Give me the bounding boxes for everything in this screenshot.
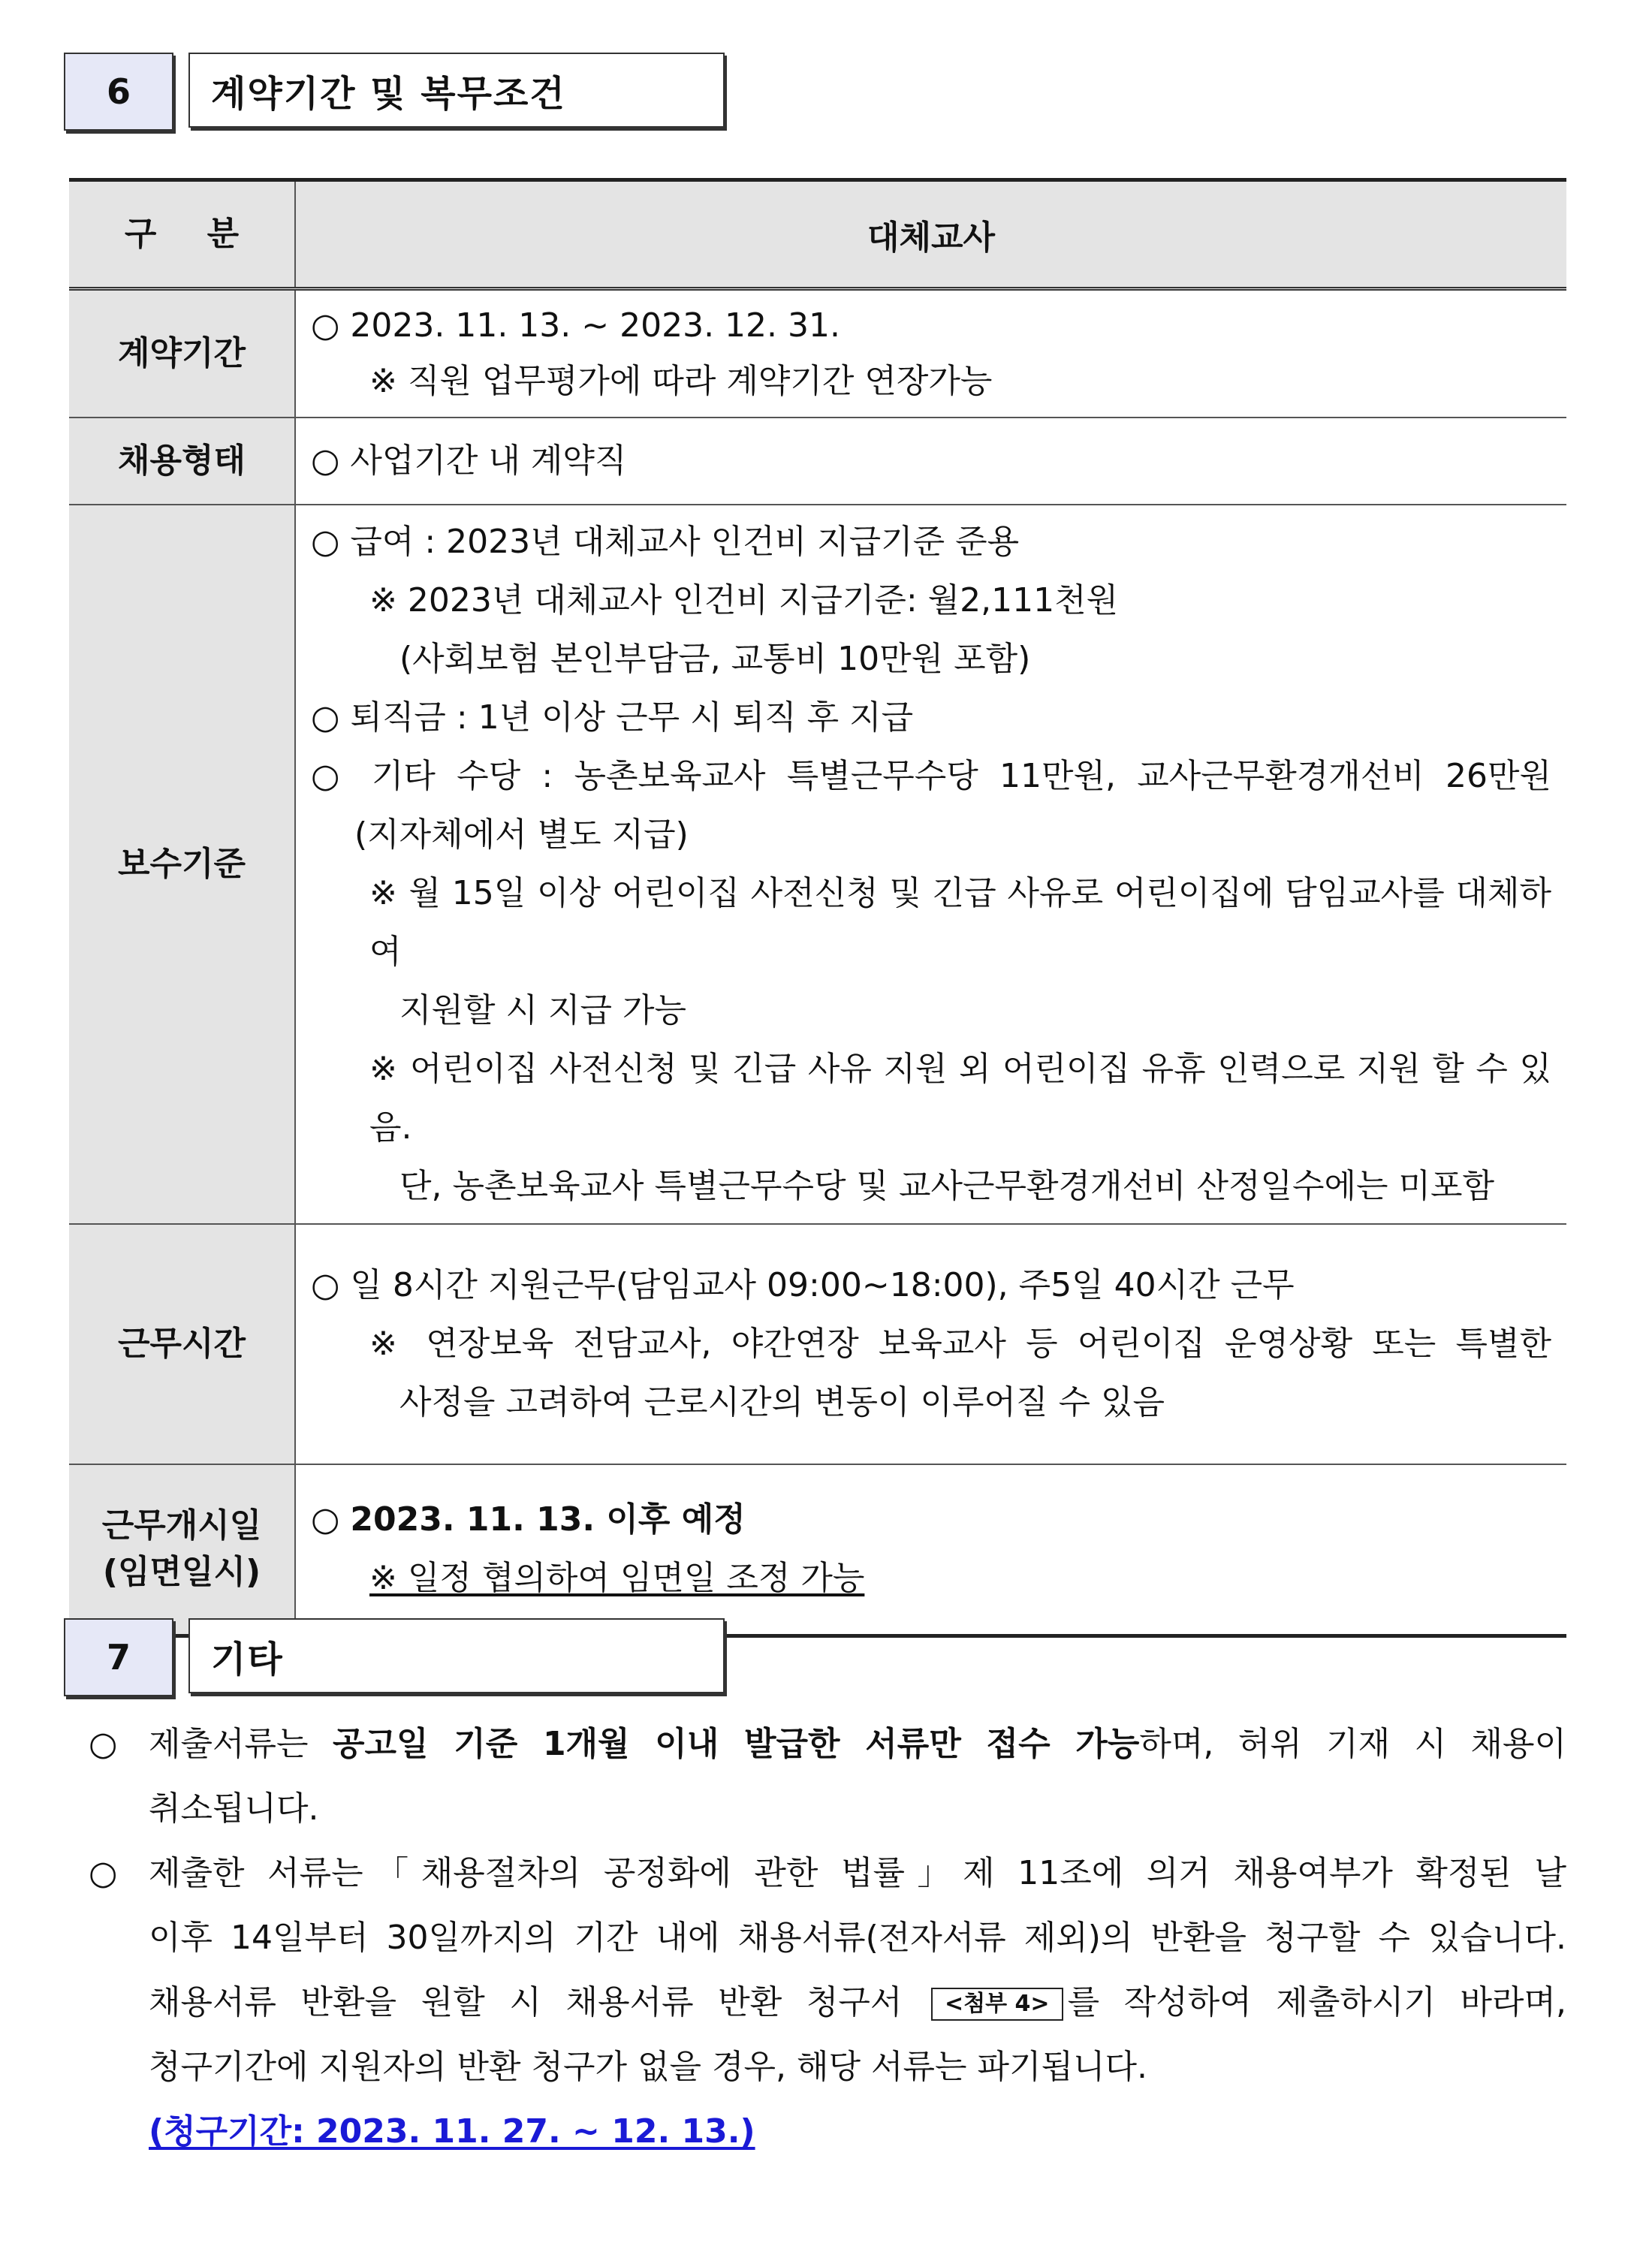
contract-period-dates: ○ 2023. 11. 13. ~ 2023. 12. 31. <box>311 306 840 345</box>
label-appointment-date: (임면일시) <box>102 1553 261 1592</box>
section-number: 6 <box>64 53 173 131</box>
conditions-table <box>69 178 1566 1638</box>
start-date-value: 2023. 11. 13. 이후 예정 <box>350 1500 746 1539</box>
section-title: 계약기간 및 복무조건 <box>188 53 725 128</box>
section-7-body <box>89 1712 1566 2164</box>
section-title: 기타 <box>188 1618 725 1693</box>
claim-period: (청구기간: 2023. 11. 27. ~ 12. 13.) <box>149 2112 755 2151</box>
work-hours-value: ○ 일 8시간 지원근무(담임교사 09:00~18:00), 주5일 40시간 근무 <box>311 1266 1295 1304</box>
row-employment-type <box>69 418 1566 505</box>
pay-allowance-detail: (지자체에서 별도 지급) <box>354 815 689 854</box>
attachment-4-label: <첨부 4> <box>931 1988 1063 2021</box>
section-number: 7 <box>64 1618 173 1696</box>
paragraph-return: ○ 제출한 서류는「채용절차의 공정화에 관한 법률」제 11조에 의거 채용여부가 확정된 날 이후 14일부터 30일까지의 기간 내에 채용서류(전자서류 제외)의 반환을 청구할 수 있습니다. 채용서류 반환을 원할 시 채용서류 반환 청구서 <첨부 4> 를 작성하여 제출하시기 바라며, 청구기간에 지원자의 반환 청구가 없을 경우, 해당 서류는 파기됩니다. (청구기간: 2023. 11. 27. ~ 12. 13.) <box>89 1841 1566 2164</box>
contract-extension-note: ※ 직원 업무평가에 따라 계약기간 연장가능 <box>369 362 993 400</box>
pay-allowance-note-1: ※ 월 15일 이상 어린이집 사전신청 및 긴급 사유로 어린이집에 담임교사를 대체하여 <box>369 874 1551 971</box>
label-work-hours: 근무시간 <box>69 1224 295 1464</box>
pay-severance: ○ 퇴직금 : 1년 이상 근무 시 퇴직 후 지급 <box>311 698 914 737</box>
start-date-note: ※ 일정 협의하여 임면일 조정 가능 <box>369 1559 865 1598</box>
row-contract-period <box>69 289 1566 418</box>
pay-allowance-note-2b: 단, 농촌보육교사 특별근무수당 및 교사근무환경개선비 산정일수에는 미포함 <box>399 1167 1495 1205</box>
label-contract-period: 계약기간 <box>69 289 295 418</box>
label-employment-type: 채용형태 <box>69 418 295 505</box>
work-hours-note: ※ 연장보육 전담교사, 야간연장 보육교사 등 어린이집 운영상황 또는 특별한 <box>369 1325 1551 1363</box>
pay-allowance-note-2: ※ 어린이집 사전신청 및 긴급 사유 지원 외 어린이집 유휴 인력으로 지원 할 수 있음. <box>369 1050 1551 1147</box>
row-work-hours <box>69 1224 1566 1464</box>
label-start-date: 근무개시일 <box>101 1506 262 1545</box>
pay-allowance-note-1b: 지원할 시 지급 가능 <box>399 991 686 1030</box>
table-header-row <box>69 180 1566 289</box>
bullet-circle: ○ <box>89 1854 118 1892</box>
row-start-date <box>69 1464 1566 1635</box>
bullet-circle: ○ <box>89 1725 118 1763</box>
paragraph-documents: ○ 제출서류는 공고일 기준 1개월 이내 발급한 서류만 접수 가능하며, 허위 기재 시 채용이 취소됩니다. <box>89 1712 1566 1841</box>
employment-type-value: ○ 사업기간 내 계약직 <box>311 442 627 480</box>
header-substitute-teacher: 대체교사 <box>295 180 1566 289</box>
label-pay-standard: 보수기준 <box>69 505 295 1224</box>
submission-rule: 공고일 기준 1개월 이내 발급한 서류만 접수 가능 <box>332 1725 1140 1763</box>
row-pay-standard <box>69 505 1566 1224</box>
pay-allowance: ○ 기타 수당 : 농촌보육교사 특별근무수당 11만원, 교사근무환경개선비 26만원 <box>311 757 1551 795</box>
work-hours-note-b: 사정을 고려하여 근로시간의 변동이 이루어질 수 있음 <box>399 1383 1165 1421</box>
start-circle: ○ <box>311 1500 340 1539</box>
pay-salary-note: ※ 2023년 대체교사 인건비 지급기준: 월2,111천원 <box>369 581 1119 620</box>
pay-salary-note-detail: (사회보험 본인부담금, 교통비 10만원 포함) <box>399 640 1031 678</box>
header-category: 구 분 <box>69 180 295 289</box>
pay-salary: ○ 급여 : 2023년 대체교사 인건비 지급기준 준용 <box>311 523 1020 561</box>
